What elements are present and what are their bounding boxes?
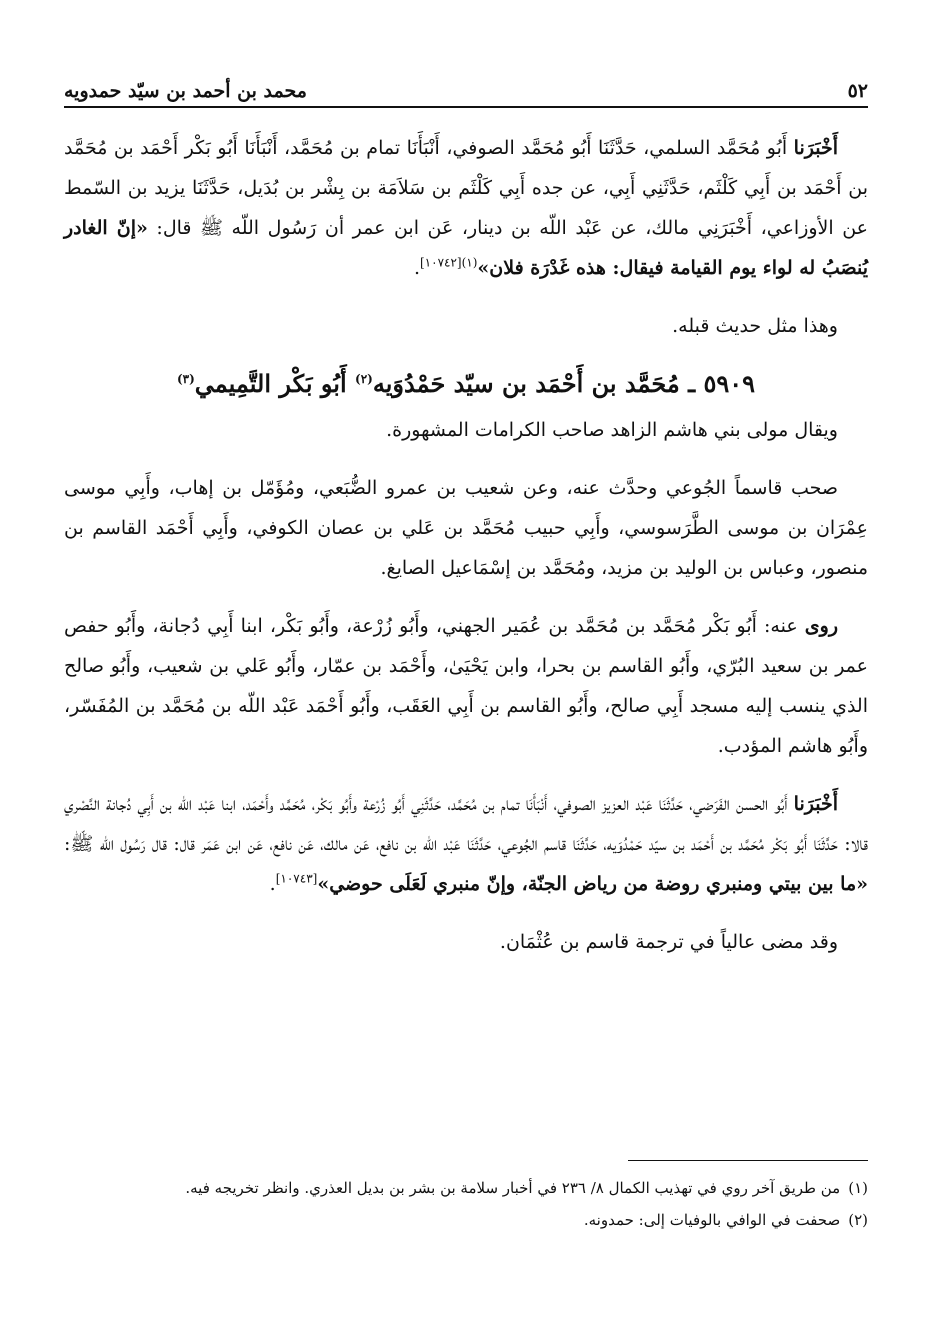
paragraph-hadith-1: [64, 128, 868, 288]
footnote-item: [64, 1204, 868, 1236]
paragraph-note: [64, 306, 868, 346]
footnote-text: صحفت في الوافي بالوفيات إلى: حمدونه.: [583, 1211, 841, 1229]
paragraph-text: صحب قاسماً الجُوعي وحدَّث عنه، وعن شعيب بن عمرو الضُّبَعي، ومُؤَمّل بن إهاب، وأَبِي موسى عِمْرَان بن موسى الطَّرَسوسي، وأَبِي حبيب مُحَمَّد بن عَلي بن عصان الكوفي، وأَبِي أَحْمَد القاسم بن منصور، وعباس بن الوليد بن مزيد، ومُحَمَّد بن إسْمَاعيل الصايغ.: [64, 477, 868, 579]
footnote-mark: (١): [461, 255, 478, 270]
entry-number: ٥٩٠٩: [703, 369, 756, 398]
paragraph-text: أَبُو الحسن الفَرَضي، حَدَّثَنَا عَبْد العزيز الصوفي، أَنْبَأَنَا تمام بن مُحَمَّد، حَدَّثَنِي أَبُو زُرْعة وأَبُو بَكْر، مُحَمَّد وأَحْمَد، ابنا عَبْد اللّه بن أَبِي دُجانة النَّصْري قالا: حَدَّثَنَا أَبُو بَكْر مُحَمَّد بن أَحْمَد بن سيّد حَمْدُوَيه، حَدَّثَنَا قاسم الجُوعي، حَدَّثَنَا عَبْد اللّه بن نافع، عَن مالك، عَن نافع، عَن ابن عَمَر قال: قال رَسُول اللّه ﷺ:: [64, 793, 868, 855]
paragraph-lead: أَخْبَرَنا: [793, 137, 838, 159]
hadith-reference: [١٠٧٤٢]: [419, 255, 462, 270]
paragraph-text: وقد مضى عالياً في ترجمة قاسم بن عُثْمَان.: [499, 931, 838, 953]
footnote-number: (٢): [848, 1211, 868, 1229]
footnote-rule: [628, 1160, 868, 1161]
footnote-item: [64, 1172, 868, 1204]
header-rule: [64, 106, 868, 108]
paragraph-hadith-2: [64, 784, 868, 904]
paragraph-closing: [64, 922, 868, 962]
hadith-quote: «إنّ الغادر يُنصَبُ له لواء يوم القيامة فيقال: هذه غَدْرَة فلان»: [64, 217, 868, 279]
footnotes: [64, 1172, 868, 1236]
paragraph-lead: روى: [804, 615, 838, 637]
entry-heading: [64, 364, 868, 404]
footnote-mark: (٢): [355, 372, 373, 386]
page-number: ٥٢: [847, 80, 868, 102]
hadith-quote: «ما بين بيتي ومنبري روضة من رياض الجنّة، وإنّ منبري لَعَلَى حوضي»: [317, 873, 868, 895]
footnote-mark: (٣): [176, 372, 195, 386]
entry-kunya: أَبُو بَكْر التَّمِيمي: [194, 369, 356, 398]
footnote-text: من طريق آخر روي في تهذيب الكمال ٨/ ٢٣٦ في أخبار سلامة بن بشر بن بديل العذري. وانظر تخريجه فيه.: [185, 1179, 841, 1197]
entry-name: ـ مُحَمَّد بن أَحْمَد بن سيّد حَمْدُوَيه: [372, 369, 704, 398]
paragraph-description: [64, 410, 868, 450]
hadith-reference: [١٠٧٤٣]: [275, 871, 318, 886]
paragraph-lead: أَخْبَرَنا: [793, 793, 838, 815]
paragraph-text: ويقال مولى بني هاشم الزاهد صاحب الكرامات المشهورة.: [386, 419, 838, 441]
paragraph-teachers: [64, 468, 868, 588]
paragraph-end: .: [269, 873, 276, 895]
paragraph-text: وهذا مثل حديث قبله.: [672, 315, 838, 337]
footnote-number: (١): [848, 1179, 868, 1197]
running-header: [64, 62, 868, 102]
paragraph-end: .: [413, 257, 420, 279]
main-text: [64, 128, 868, 980]
paragraph-students: [64, 606, 868, 766]
paragraph-text: عنه: أَبُو بَكْر مُحَمَّد بن مُحَمَّد بن عُمَير الجهني، وأَبُو زُرْعة، وأَبُو بَكْر، ابنا أَبِي دُجانة، وأَبُو حفص عمر بن سعيد البُرّي، وأَبُو القاسم بن بحرا، وابن يَحْيَىٰ، وأَحْمَد بن عمّار، وأَبُو عَلي بن شعيب، وأَبُو صالح الذي ينسب إليه مسجد أَبِي صالح، وأَبُو القاسم بن أَبِي العَقَب، وأَبُو أَحْمَد عَبْد اللّه بن مُحَمَّد بن المُفَسّر، وأَبُو هاشم المؤدب.: [64, 615, 868, 757]
running-title: محمد بن أحمد بن سيّد حمدويه: [64, 80, 307, 102]
paragraph-text: أَبُو مُحَمَّد السلمي، حَدَّثَنَا أَبُو مُحَمَّد الصوفي، أَنْبَأَنَا تمام بن مُحَمَّد، أَنْبَأَنَا أَبُو بَكْر أَحْمَد بن مُحَمَّد بن أَحْمَد بن أَبِي كَلْثَم، حَدَّثَنِي أَبِي، عن جده أَبِي كَلْثَم بن سَلاَمَة بن بِشْر بن بُدَيل، حَدَّثَنَا يزيد بن السّمط عن الأوزاعي، أَخْبَرَنِي مالك، عن عَبْد اللّه بن دينار، عَن ابن عمر أن رَسُول اللّه ﷺ قال:: [64, 137, 868, 239]
